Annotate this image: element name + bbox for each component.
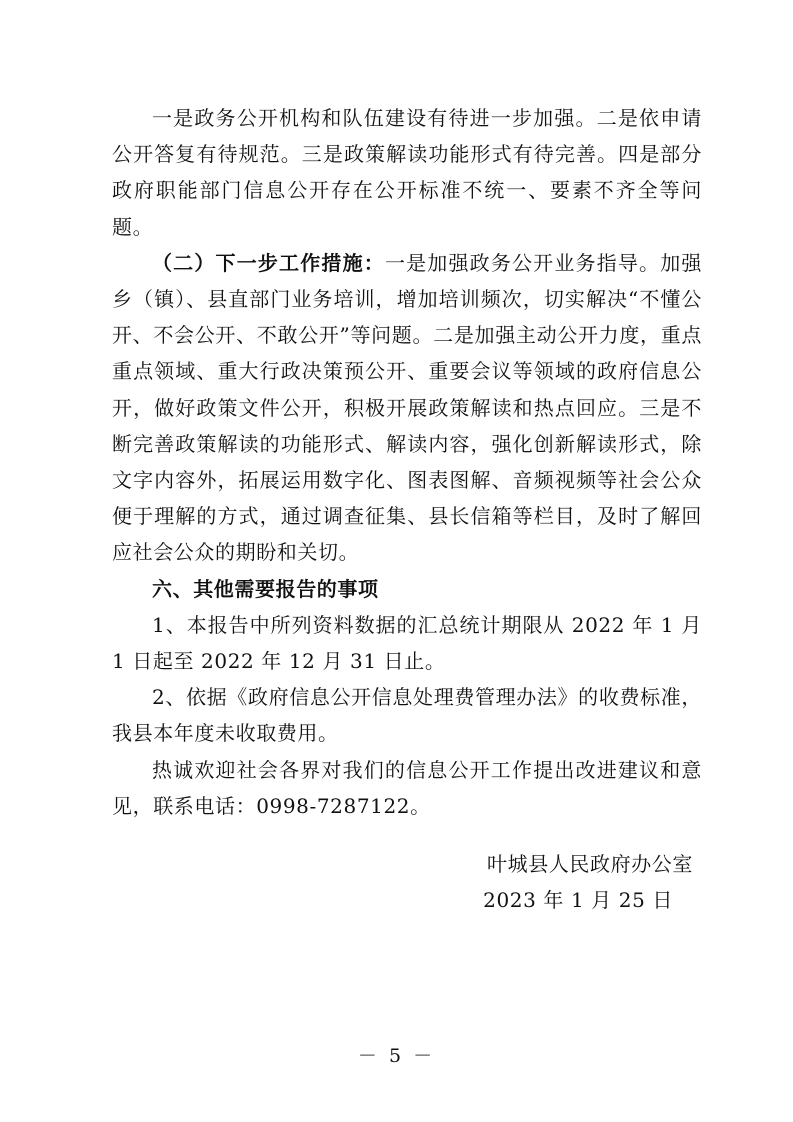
- section-six-heading: 六、其他需要报告的事项: [152, 576, 379, 601]
- document-body: [112, 100, 702, 824]
- page-number: － 5 －: [357, 1045, 436, 1067]
- signature-organization: 叶城县人民政府办公室: [487, 852, 693, 876]
- report-item-2: 2、依据《政府信息公开信息处理费管理办法》的收费标准，我县本年度未收取费用。: [112, 685, 702, 746]
- signature-block: [433, 846, 693, 918]
- next-steps-text: 一是加强政务公开业务指导。加强乡（镇）、县直部门业务培训，增加培训频次，切实解决“不懂公开、不会公开、不敢公开”等问题。二是加强主动公开力度，重点重点领域、重大行政决策预公开、重要会议等领域的政府信息公开，做好政策文件公开，积极开展政策解读和热点回应。三是不断完善政策解读的功能形式、解读内容，强化创新解读形式，除文字内容外，拓展运用数字化、图表图解、音频视频等社会公众便于理解的方式，通过调查征集、县长信箱等栏目，及时了解回应社会公众的期盼和关切。: [112, 250, 702, 565]
- signature-date: 2023 年 1 月 25 日: [483, 888, 673, 913]
- next-steps-label: （二）下一步工作措施：: [152, 250, 385, 275]
- paragraph-issues: 一是政务公开机构和队伍建设有待进一步加强。二是依申请公开答复有待规范。三是政策解读功能形式有待完善。四是部分政府职能部门信息公开存在公开标准不统一、要素不齐全等问题。: [112, 106, 702, 239]
- report-item-1: 1、本报告中所列资料数据的汇总统计期限从 2022 年 1 月 1 日起至 2022 年 12 月 31 日止。: [112, 612, 702, 674]
- paragraph-next-steps: [112, 245, 702, 571]
- closing-paragraph: 热诚欢迎社会各界对我们的信息公开工作提出改进建议和意见，联系电话：0998-7287122。: [112, 757, 702, 818]
